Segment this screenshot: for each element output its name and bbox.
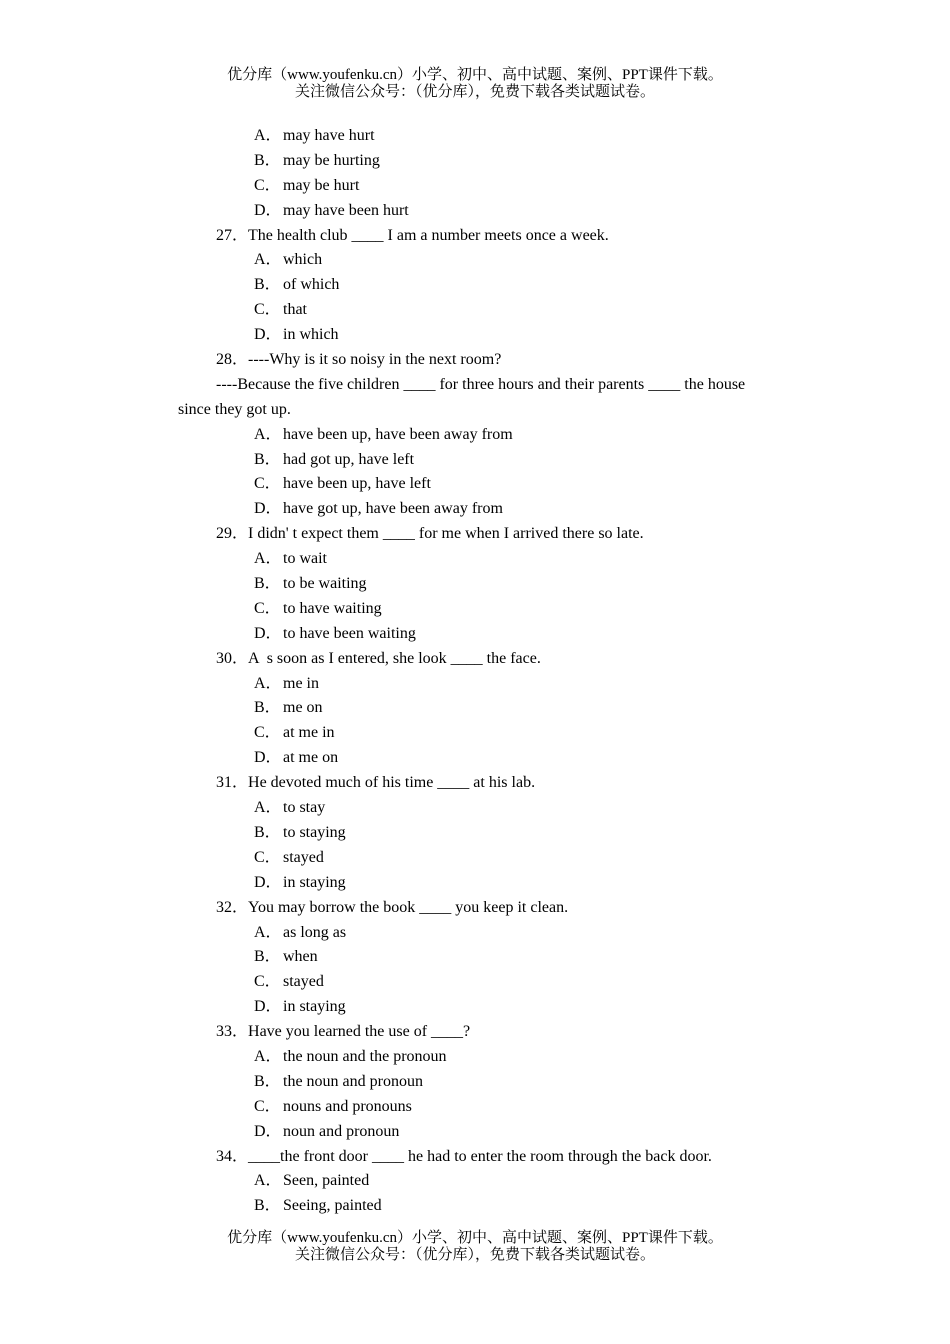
question-28-line-3: since they got up.: [178, 400, 291, 418]
option-letter: A．: [254, 674, 282, 692]
option-letter: B．: [254, 575, 281, 593]
option-31-b: [0, 821, 950, 846]
option-text: have been up, have left: [283, 475, 431, 493]
option-32-d: [0, 995, 950, 1020]
option-text: when: [283, 948, 318, 966]
question-text: Have you learned the use of ____?: [248, 1023, 471, 1041]
option-letter: B．: [254, 276, 281, 294]
option-text: stayed: [283, 973, 324, 991]
option-31-d: [0, 871, 950, 896]
option-32-c: [0, 970, 950, 995]
question-list: [0, 124, 950, 1219]
option-letter: C．: [254, 301, 281, 319]
footer-line-2: 关注微信公众号：（优分库），免费下载各类试题试卷。: [294, 1247, 655, 1263]
option-26-a: [0, 124, 950, 149]
question-text: He devoted much of his time ____ at his lab.: [248, 774, 536, 792]
question-31: [0, 771, 950, 796]
option-letter: C．: [254, 973, 281, 991]
option-text: had got up, have left: [283, 450, 415, 468]
option-text: that: [283, 301, 307, 319]
option-26-c: [0, 174, 950, 199]
question-number: 30．: [216, 649, 249, 667]
option-text: nouns and pronouns: [283, 1097, 412, 1115]
option-33-c: [0, 1095, 950, 1120]
option-letter: C．: [254, 848, 281, 866]
option-text: as long as: [283, 923, 347, 941]
option-letter: A．: [254, 425, 282, 443]
option-text: stayed: [283, 848, 324, 866]
question-text: You may borrow the book ____ you keep it clean.: [248, 898, 569, 916]
option-letter: D．: [254, 998, 282, 1016]
option-text: at me in: [283, 724, 335, 742]
option-28-b: [0, 448, 950, 473]
question-30: [0, 647, 950, 672]
option-29-d: [0, 622, 950, 647]
header-line-2: 关注微信公众号：（优分库），免费下载各类试题试卷。: [294, 84, 655, 100]
option-27-a: [0, 248, 950, 273]
option-30-c: [0, 721, 950, 746]
option-26-d: [0, 199, 950, 224]
option-33-d: [0, 1120, 950, 1145]
option-letter: A．: [254, 550, 282, 568]
option-text: which: [283, 251, 323, 269]
option-letter: B．: [254, 699, 281, 717]
option-27-b: [0, 273, 950, 298]
option-text: have got up, have been away from: [283, 500, 503, 518]
question-29: [0, 522, 950, 547]
option-letter: A．: [254, 799, 282, 817]
option-30-a: [0, 672, 950, 697]
option-27-c: [0, 298, 950, 323]
question-33: [0, 1020, 950, 1045]
option-34-b: [0, 1194, 950, 1219]
option-letter: D．: [254, 624, 282, 642]
option-text: of which: [283, 276, 340, 294]
option-text: may have been hurt: [283, 201, 409, 219]
page-header: [0, 67, 950, 101]
question-28-line-2: ----Because the five children ____ for three hours and their parents ____ the house: [216, 375, 746, 393]
option-text: me on: [283, 699, 323, 717]
option-text: may have hurt: [283, 127, 375, 144]
option-text: in which: [283, 326, 339, 344]
question-27: [0, 224, 950, 249]
option-28-d: [0, 497, 950, 522]
question-34: [0, 1145, 950, 1170]
option-32-b: [0, 945, 950, 970]
option-letter: C．: [254, 599, 281, 617]
option-letter: C．: [254, 475, 281, 493]
question-text: ____the front door ____ he had to enter the room through the back door.: [248, 1147, 712, 1165]
option-text: noun and pronoun: [283, 1122, 400, 1140]
option-text: Seeing, painted: [283, 1197, 382, 1215]
option-text: to wait: [283, 550, 327, 568]
option-text: to have waiting: [283, 599, 382, 617]
option-29-a: [0, 547, 950, 572]
option-text: may be hurt: [283, 176, 360, 194]
option-letter: D．: [254, 326, 282, 344]
option-29-b: [0, 572, 950, 597]
option-text: in staying: [283, 873, 346, 891]
option-31-c: [0, 846, 950, 871]
option-letter: A．: [254, 127, 282, 144]
option-text: to staying: [283, 823, 346, 841]
option-33-a: [0, 1045, 950, 1070]
option-letter: B．: [254, 1197, 281, 1215]
option-30-d: [0, 746, 950, 771]
option-letter: D．: [254, 1122, 282, 1140]
option-28-c: [0, 472, 950, 497]
option-letter: A．: [254, 1172, 282, 1190]
question-number: 32．: [216, 898, 249, 916]
option-letter: D．: [254, 500, 282, 518]
question-text: I didn' t expect them ____ for me when I arrived there so late.: [248, 525, 644, 543]
option-letter: A．: [254, 923, 282, 941]
option-text: the noun and the pronoun: [283, 1047, 447, 1065]
option-34-a: [0, 1169, 950, 1194]
footer-line-1: 优分库（www.youfenku.cn）小学、初中、高中试题、案例、PPT课件下载。: [227, 1230, 723, 1246]
option-28-a: [0, 423, 950, 448]
option-letter: D．: [254, 749, 282, 767]
question-text: The health club ____ I am a number meets once a week.: [248, 226, 609, 244]
option-letter: A．: [254, 1047, 282, 1065]
option-letter: C．: [254, 724, 281, 742]
question-text: A s soon as I entered, she look ____ the face.: [248, 649, 541, 667]
option-text: in staying: [283, 998, 346, 1016]
option-text: the noun and pronoun: [283, 1072, 423, 1090]
question-number: 34．: [216, 1147, 249, 1165]
option-text: to have been waiting: [283, 624, 416, 642]
option-text: have been up, have been away from: [283, 425, 513, 443]
option-letter: B．: [254, 948, 281, 966]
question-number: 29．: [216, 525, 249, 543]
question-number: 28．: [216, 351, 249, 369]
option-letter: D．: [254, 873, 282, 891]
page-footer: [0, 1230, 950, 1264]
option-letter: B．: [254, 823, 281, 841]
question-number: 27．: [216, 226, 249, 244]
option-33-b: [0, 1070, 950, 1095]
option-letter: B．: [254, 151, 281, 169]
option-text: to stay: [283, 799, 326, 817]
option-letter: B．: [254, 450, 281, 468]
option-letter: A．: [254, 251, 282, 269]
option-letter: B．: [254, 1072, 281, 1090]
option-text: at me on: [283, 749, 339, 767]
option-text: to be waiting: [283, 575, 367, 593]
question-number: 31．: [216, 774, 249, 792]
option-text: Seen, painted: [283, 1172, 370, 1190]
option-text: may be hurting: [283, 151, 380, 169]
option-30-b: [0, 696, 950, 721]
option-32-a: [0, 921, 950, 946]
option-letter: C．: [254, 176, 281, 194]
option-26-b: [0, 149, 950, 174]
option-letter: D．: [254, 201, 282, 219]
question-28: [0, 348, 950, 373]
question-32: [0, 896, 950, 921]
option-27-d: [0, 323, 950, 348]
question-text: ----Why is it so noisy in the next room?: [248, 351, 502, 369]
option-text: me in: [283, 674, 319, 692]
header-line-1: 优分库（www.youfenku.cn）小学、初中、高中试题、案例、PPT课件下载。: [227, 67, 723, 83]
option-29-c: [0, 597, 950, 622]
question-number: 33．: [216, 1023, 249, 1041]
option-letter: C．: [254, 1097, 281, 1115]
option-31-a: [0, 796, 950, 821]
